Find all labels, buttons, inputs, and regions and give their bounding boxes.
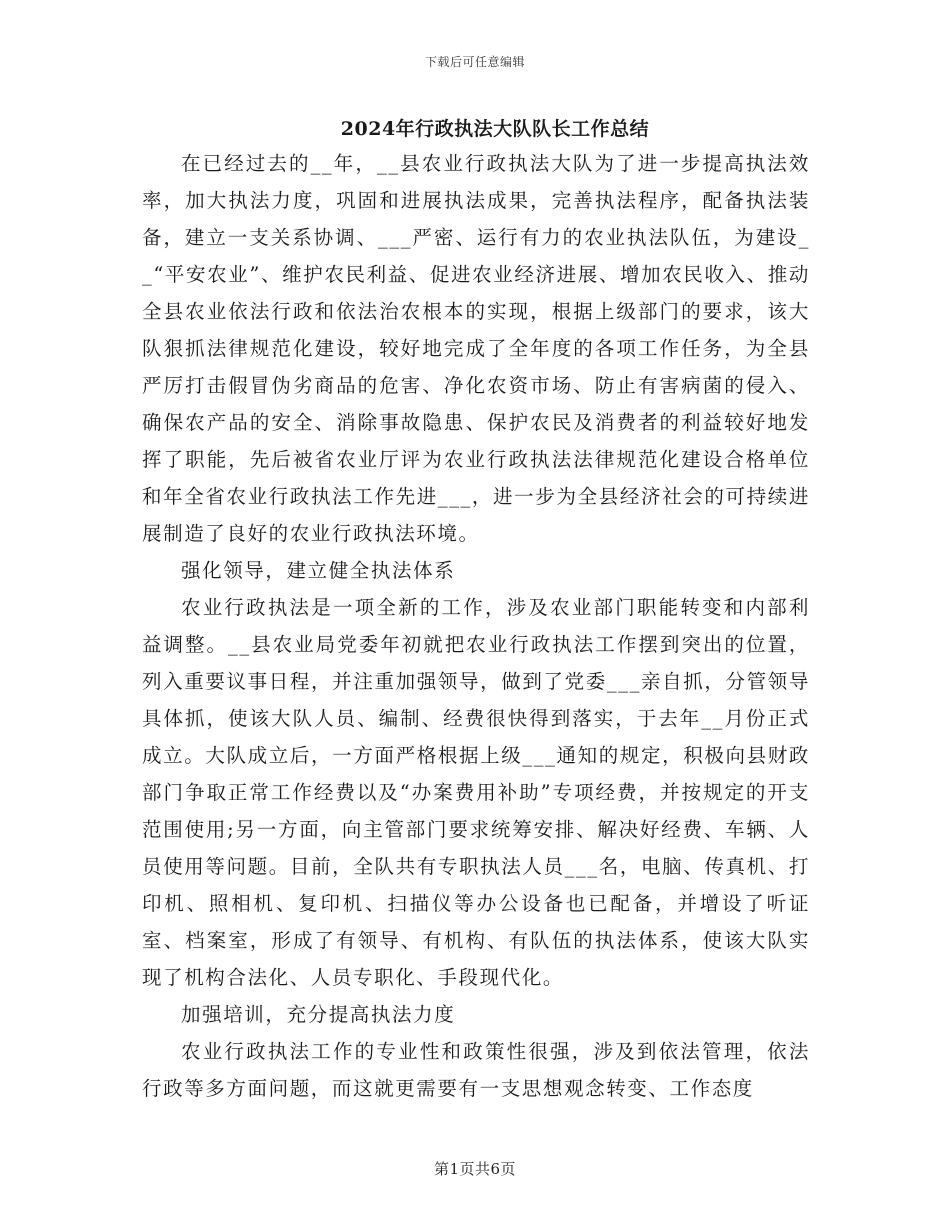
page-number: 第1页共6页 [433,1160,517,1178]
paragraph-training: 农业行政执法工作的专业性和政策性很强，涉及到依法管理，依法行政等多方面问题，而这就更需要有一支思想观念转变、工作态度 [142,1040,810,1100]
section-heading-leadership: 强化领导，建立健全执法体系 [181,559,456,582]
page-header-note: 下载后可任意编辑 [424,55,525,69]
paragraph-intro: 在已经过去的__年，__县农业行政执法大队为了进一步提高执法效率，加大执法力度，巩固和进展执法成果，完善执法程序，配备执法装备，建立一支关系协调、___严密、运行有力的农业执法队伍，为建设__“平安农业”、维护农民利益、促进农业经济进展、增加农民收入、推动全县农业依法行政和依法治农根本的实现，根据上级部门的要求，该大队狠抓法律规范化建设，较好地完成了全年度的各项工作任务，为全县严厉打击假冒伪劣商品的危害、净化农资市场、防止有害病菌的侵入、确保农产品的安全、消除事故隐患、保护农民及消费者的利益较好地发挥了职能，先后被省农业厅评为农业行政执法法律规范化建设合格单位和年全省农业行政执法工作先进___，进一步为全县经济社会的可持续进展制造了良好的农业行政执法环境。 [142,152,810,545]
paragraph-leadership: 农业行政执法是一项全新的工作，涉及农业部门职能转变和内部利益调整。__县农业局党委年初就把农业行政执法工作摆到突出的位置，列入重要议事日程，并注重加强领导，做到了党委___亲自抓，分管领导具体抓，使该大队人员、编制、经费很快得到落实，于去年__月份正式成立。大队成立后，一方面严格根据上级___通知的规定，积极向县财政部门争取正常工作经费以及“办案费用补助”专项经费，并按规定的开支范围使用;另一方面，向主管部门要求统筹安排、解决好经费、车辆、人员使用等问题。目前，全队共有专职执法人员___名，电脑、传真机、打印机、照相机、复印机、扫描仪等办公设备也已配备，并增设了听证室、档案室，形成了有领导、有机构、有队伍的执法体系，使该大队实现了机构合法化、人员专职化、手段现代化。 [142,596,810,989]
document-title: 2024年行政执法大队队长工作总结 [340,118,650,140]
document-body [142,145,810,1107]
section-heading-training: 加强培训，充分提高执法力度 [181,1003,456,1026]
